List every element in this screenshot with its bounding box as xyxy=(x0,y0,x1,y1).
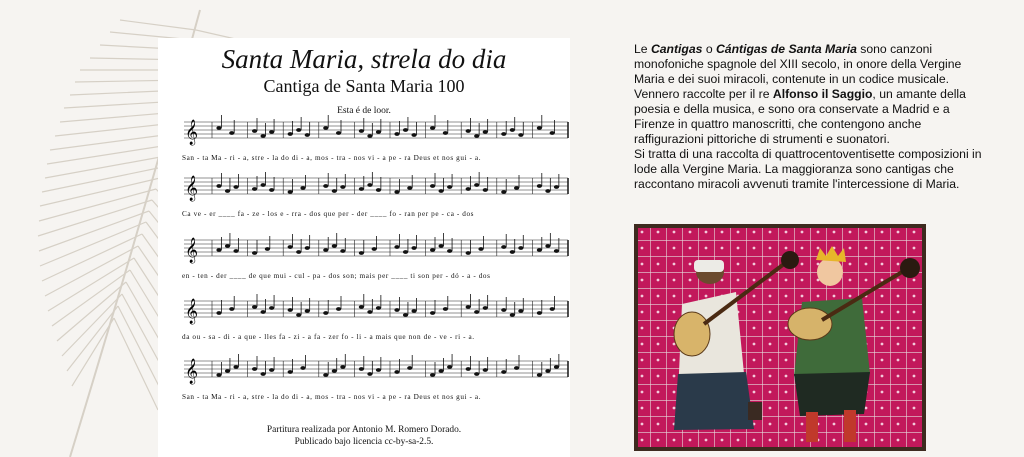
note-head xyxy=(411,309,416,313)
note-head xyxy=(411,133,416,137)
note-head xyxy=(300,186,305,190)
note-head xyxy=(340,249,345,253)
note-head xyxy=(233,249,238,253)
medieval-musicians-miniature xyxy=(634,224,926,451)
note-head xyxy=(483,306,488,310)
note-head xyxy=(372,247,377,251)
note-head xyxy=(430,373,435,377)
note-head xyxy=(376,188,381,192)
note-head xyxy=(376,306,381,310)
treble-clef-icon: 𝄞 xyxy=(185,120,199,145)
note-head xyxy=(537,126,542,130)
note-head xyxy=(367,310,372,314)
desc-term-cantigas: Cantigas xyxy=(650,42,703,56)
note-head xyxy=(407,186,412,190)
note-head xyxy=(501,245,506,249)
note-head xyxy=(443,131,448,135)
note-head xyxy=(439,244,444,248)
lyrics-line-5: San - ta Ma - ri - a, stre - la do di - a, mos - tra - nos vi - a pe - ra Deus et nos gui - a. xyxy=(182,393,482,401)
desc-text: , un amante della poesia e della musica, e sono ora conservate a Madrid e a Firenze in quattro manoscritti, che contengono anche raffigurazioni pittoriche di strumenti e suonatori. xyxy=(634,87,966,146)
note-head xyxy=(483,368,488,372)
score-credit-license: Publicado bajo licencia cc-by-sa-2.5. xyxy=(294,437,434,447)
note-head xyxy=(554,185,559,189)
note-head xyxy=(407,366,412,370)
note-head xyxy=(269,368,274,372)
note-head xyxy=(466,367,471,371)
note-head xyxy=(359,187,364,191)
note-head xyxy=(216,311,221,315)
note-head xyxy=(288,245,293,249)
note-head xyxy=(394,132,399,136)
note-head xyxy=(554,365,559,369)
note-head xyxy=(229,131,234,135)
note-head xyxy=(300,366,305,370)
desc-text: o xyxy=(702,42,716,56)
note-head xyxy=(216,248,221,252)
note-head xyxy=(545,369,550,373)
note-head xyxy=(545,244,550,248)
cantigas-description xyxy=(634,42,989,192)
note-head xyxy=(367,134,372,138)
score-subtitle: Cantiga de Santa Maria 100 xyxy=(263,76,465,96)
note-head xyxy=(252,187,257,191)
lyrics-line-1: San - ta Ma - ri - a, stre - la do di - a, mos - tra - nos vi - a pe - ra Deus et nos gui - a. xyxy=(182,154,482,162)
score-tempo-marking: Esta é de loor. xyxy=(337,106,391,116)
note-head xyxy=(216,126,221,130)
note-head xyxy=(394,308,399,312)
note-head xyxy=(514,366,519,370)
note-head xyxy=(474,134,479,138)
note-head xyxy=(332,189,337,193)
note-head xyxy=(403,128,408,132)
note-head xyxy=(296,250,301,254)
note-head xyxy=(537,311,542,315)
note-head xyxy=(474,372,479,376)
note-head xyxy=(288,132,293,136)
note-head xyxy=(474,183,479,187)
note-head xyxy=(439,189,444,193)
note-head xyxy=(518,133,523,137)
note-head xyxy=(261,310,266,314)
note-head xyxy=(447,185,452,189)
note-head xyxy=(340,365,345,369)
note-head xyxy=(394,245,399,249)
note-head xyxy=(323,184,328,188)
note-head xyxy=(466,187,471,191)
note-head xyxy=(252,129,257,133)
note-head xyxy=(430,311,435,315)
note-head xyxy=(474,310,479,314)
music-score xyxy=(158,38,570,457)
note-head xyxy=(305,246,310,250)
lyrics-line-4: da ou - sa - di - a que - lles fa - zi - a fa - zer fo - li - a mais que non de - ve - ri - a. xyxy=(182,333,475,341)
desc-term-alfonso: Alfonso il Saggio xyxy=(772,87,873,101)
treble-clef-icon: 𝄞 xyxy=(185,176,199,201)
note-head xyxy=(466,251,471,255)
note-head xyxy=(269,130,274,134)
note-head xyxy=(216,184,221,188)
note-head xyxy=(288,308,293,312)
note-head xyxy=(501,132,506,136)
note-head xyxy=(501,370,506,374)
note-head xyxy=(265,247,270,251)
description-paragraph-1 xyxy=(634,42,989,147)
note-head xyxy=(550,131,555,135)
note-head xyxy=(518,309,523,313)
note-head xyxy=(510,250,515,254)
note-head xyxy=(501,308,506,312)
note-head xyxy=(537,184,542,188)
note-head xyxy=(537,248,542,252)
note-head xyxy=(332,369,337,373)
note-head xyxy=(430,248,435,252)
note-head xyxy=(447,365,452,369)
note-head xyxy=(323,126,328,130)
note-head xyxy=(336,307,341,311)
note-head xyxy=(252,305,257,309)
note-head xyxy=(288,370,293,374)
note-head xyxy=(403,250,408,254)
note-head xyxy=(483,188,488,192)
note-head xyxy=(466,129,471,133)
note-head xyxy=(359,129,364,133)
note-head xyxy=(332,244,337,248)
note-head xyxy=(296,313,301,317)
note-head xyxy=(394,370,399,374)
note-head xyxy=(483,130,488,134)
desc-text: Le xyxy=(634,42,651,56)
note-head xyxy=(252,251,257,255)
note-head xyxy=(261,372,266,376)
note-head xyxy=(336,131,341,135)
score-title: Santa Maria, strela do dia xyxy=(221,44,507,74)
note-head xyxy=(359,305,364,309)
note-head xyxy=(518,246,523,250)
note-head xyxy=(367,183,372,187)
note-head xyxy=(323,311,328,315)
desc-term-cantigas-santa-maria: Cántigas de Santa Maria xyxy=(716,42,857,56)
note-head xyxy=(554,249,559,253)
note-head xyxy=(261,183,266,187)
note-head xyxy=(216,373,221,377)
note-head xyxy=(550,307,555,311)
note-head xyxy=(296,128,301,132)
note-head xyxy=(545,189,550,193)
note-head xyxy=(288,190,293,194)
note-head xyxy=(430,184,435,188)
note-head xyxy=(233,365,238,369)
note-head xyxy=(225,189,230,193)
lyrics-line-2: Ca ve - er ____ fa - ze - los e - rra - dos que per - der ____ fo - ran per pe - ca - dos xyxy=(182,210,475,218)
note-head xyxy=(225,369,230,373)
note-head xyxy=(323,373,328,377)
lyrics-line-3: en - ten - der ____ de que mui - cul - pa - dos son; mais per ____ ti son per - dó - a - dos xyxy=(182,272,491,280)
note-head xyxy=(510,313,515,317)
note-head xyxy=(443,307,448,311)
note-head xyxy=(537,373,542,377)
note-head xyxy=(305,133,310,137)
note-head xyxy=(394,190,399,194)
note-head xyxy=(478,247,483,251)
description-paragraph-2: Si tratta di una raccolta di quattrocentoventisette composizioni in lode alla Vergine Maria. La maggioranza sono cantigas che raccontano miracoli avvenuti tramite l'intercessione di Maria. xyxy=(634,147,982,191)
note-head xyxy=(305,309,310,313)
note-head xyxy=(447,249,452,253)
treble-clef-icon: 𝄞 xyxy=(185,299,199,324)
note-head xyxy=(233,185,238,189)
note-head xyxy=(269,188,274,192)
note-head xyxy=(261,134,266,138)
note-head xyxy=(323,248,328,252)
note-head xyxy=(252,367,257,371)
note-head xyxy=(229,307,234,311)
note-head xyxy=(439,369,444,373)
treble-clef-icon: 𝄞 xyxy=(185,238,199,263)
note-head xyxy=(514,186,519,190)
note-head xyxy=(376,130,381,134)
note-head xyxy=(340,185,345,189)
note-head xyxy=(225,244,230,248)
note-head xyxy=(403,313,408,317)
treble-clef-icon: 𝄞 xyxy=(185,359,199,384)
note-head xyxy=(411,246,416,250)
note-head xyxy=(367,372,372,376)
note-head xyxy=(269,306,274,310)
note-head xyxy=(501,190,506,194)
score-credit-author: Partitura realizada por Antonio M. Romero Dorado. xyxy=(266,425,462,435)
note-head xyxy=(510,128,515,132)
note-head xyxy=(359,367,364,371)
desc-text: sono canzoni monofoniche spagnole del XIII secolo, in onore della Vergine Maria e dei suoi miracoli, contenute in un codice musicale. Vennero raccolte per il re xyxy=(634,42,962,101)
note-head xyxy=(466,305,471,309)
note-head xyxy=(359,251,364,255)
note-head xyxy=(376,368,381,372)
note-head xyxy=(430,126,435,130)
